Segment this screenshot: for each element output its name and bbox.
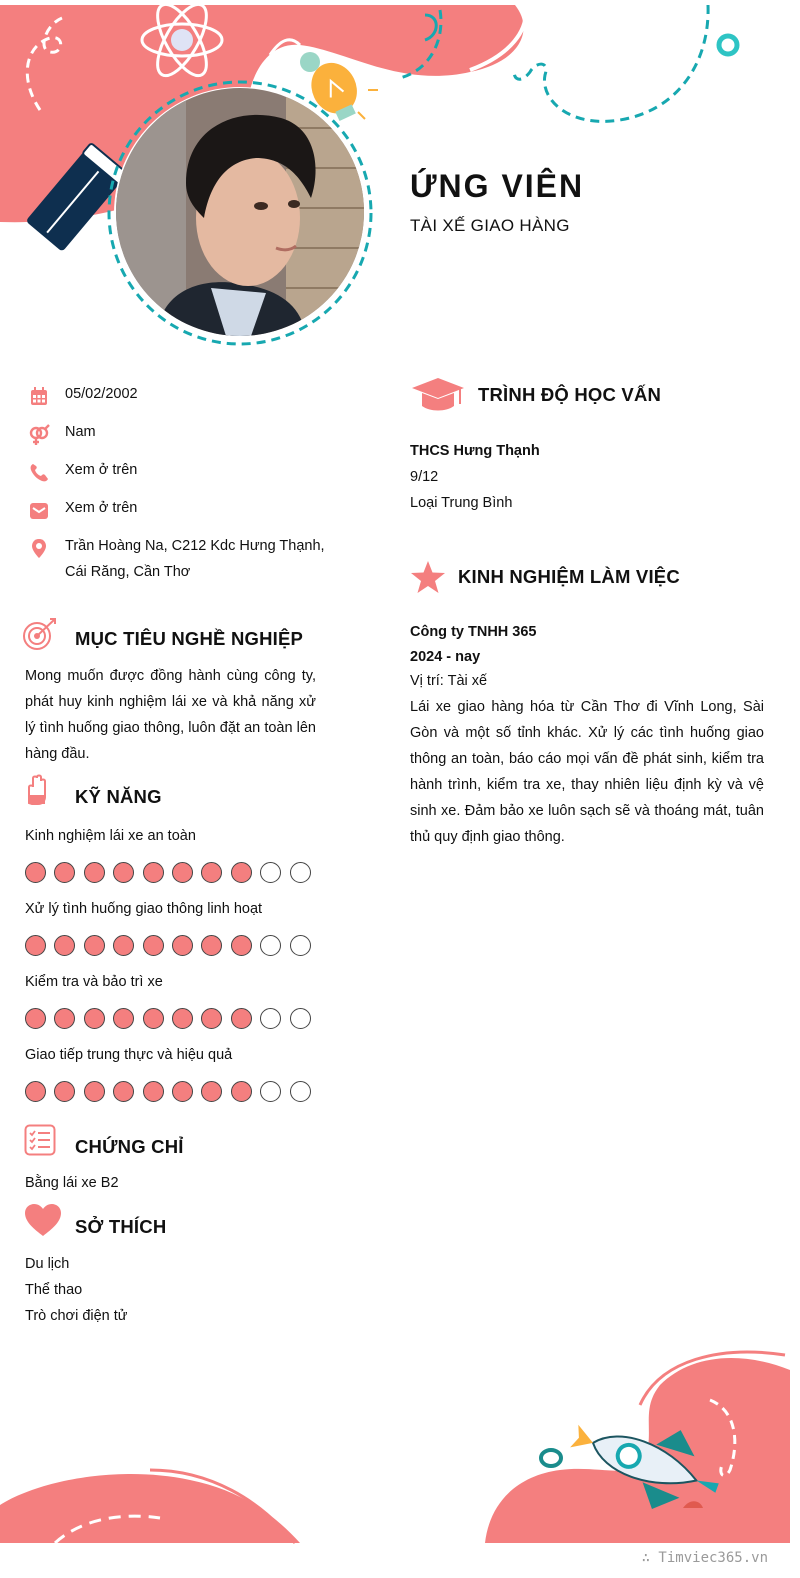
skill-dot-filled	[25, 1008, 46, 1029]
hand-icon	[24, 773, 48, 807]
skill-dot-empty	[290, 935, 311, 956]
footer-decoration	[0, 1330, 800, 1578]
skills-title: KỸ NĂNG	[75, 786, 162, 807]
skill-dot-empty	[290, 862, 311, 883]
skill-dot-filled	[25, 1081, 46, 1102]
gender-icon	[28, 424, 50, 446]
skill-dot-filled	[113, 1008, 134, 1029]
education-details	[410, 438, 540, 516]
certificate-item: Bằng lái xe B2	[25, 1175, 119, 1191]
contact-gender	[25, 419, 325, 445]
target-icon	[22, 616, 58, 652]
avatar-photo	[116, 88, 364, 336]
skill-dot-filled	[201, 1008, 222, 1029]
company-name: Công ty TNHH 365	[410, 624, 537, 640]
skill-dot-empty	[260, 1081, 281, 1102]
certificates-list	[25, 1170, 119, 1196]
candidate-name: ỨNG VIÊN	[410, 168, 585, 204]
skill-dot-filled	[84, 1081, 105, 1102]
skill-dot-filled	[172, 935, 193, 956]
skill-dot-filled	[54, 1008, 75, 1029]
avatar	[116, 88, 364, 336]
skill-dot-filled	[143, 1081, 164, 1102]
skill-dot-filled	[54, 862, 75, 883]
education-title: TRÌNH ĐỘ HỌC VẤN	[478, 384, 662, 405]
skill-dot-filled	[172, 1008, 193, 1029]
work-period: 2024 - nay	[410, 648, 481, 665]
experience-header	[410, 620, 537, 694]
skill-dot-filled	[231, 935, 252, 956]
experience-description: Lái xe giao hàng hóa từ Cần Thơ đi Vĩnh Long, Sài Gòn và một số tỉnh khác. Xử lý các tình huống giao thông an toàn, báo cáo mọi vấn đề phát sinh, kiểm tra hành trình, kiểm tra xe, thay nhiên liệu định kỳ và vệ sinh xe. Đảm bảo xe luôn sạch sẽ và thoáng mát, tuân thủ quy định giao thông.	[410, 699, 764, 845]
skill-dot-filled	[231, 862, 252, 883]
location-pin-icon	[28, 538, 50, 560]
certificates-title: CHỨNG CHỈ	[75, 1136, 184, 1157]
contact-phone	[25, 457, 325, 483]
skill-dot-filled	[113, 935, 134, 956]
education-grade: 9/12	[410, 469, 439, 485]
work-position: Vị trí: Tài xế	[410, 673, 488, 689]
contact-email	[25, 495, 325, 521]
phone-value: Xem ở trên	[65, 462, 138, 478]
graduation-cap-icon	[410, 376, 466, 412]
skill-dot-filled	[143, 862, 164, 883]
skill-dot-filled	[172, 862, 193, 883]
address-value: Trần Hoàng Na, C212 Kdc Hưng Thạnh, Cái Răng, Cần Thơ	[65, 538, 325, 580]
objective-title: MỤC TIÊU NGHỀ NGHIỆP	[75, 628, 304, 649]
school-name: THCS Hưng Thạnh	[410, 443, 540, 459]
hobby-item: Trò chơi điện tử	[25, 1308, 128, 1324]
hobby-item: Du lịch	[25, 1256, 70, 1272]
hobbies-list	[25, 1251, 128, 1329]
skill-dot-filled	[84, 935, 105, 956]
email-icon	[28, 500, 50, 522]
skill-dot-filled	[113, 1081, 134, 1102]
skill-name: Xử lý tình huống giao thông linh hoạt	[25, 901, 263, 917]
skill-dot-filled	[25, 862, 46, 883]
skill-dot-filled	[143, 935, 164, 956]
skill-dot-filled	[84, 1008, 105, 1029]
candidate-job-title: TÀI XẾ GIAO HÀNG	[410, 216, 570, 235]
gender-value: Nam	[65, 424, 96, 440]
skill-dot-filled	[113, 862, 134, 883]
heart-icon	[24, 1203, 62, 1237]
skill-dot-filled	[84, 862, 105, 883]
skill-dot-filled	[231, 1081, 252, 1102]
contact-birthday	[25, 381, 325, 407]
skill-dot-empty	[290, 1081, 311, 1102]
skill-dot-filled	[201, 935, 222, 956]
skill-dot-filled	[25, 935, 46, 956]
education-rank: Loại Trung Bình	[410, 495, 513, 511]
star-icon	[410, 560, 446, 594]
skill-dot-filled	[54, 1081, 75, 1102]
checklist-icon	[24, 1124, 56, 1156]
hobbies-title: SỞ THÍCH	[75, 1216, 167, 1237]
skill-dot-filled	[201, 862, 222, 883]
skill-dot-empty	[260, 935, 281, 956]
calendar-icon	[28, 386, 50, 408]
skill-dot-empty	[260, 862, 281, 883]
contact-address	[25, 533, 325, 585]
skill-dot-filled	[143, 1008, 164, 1029]
phone-icon	[28, 462, 50, 484]
hobby-item: Thể thao	[25, 1282, 83, 1298]
skill-dot-empty	[260, 1008, 281, 1029]
skill-name: Kinh nghiệm lái xe an toàn	[25, 828, 196, 844]
objective-text: Mong muốn được đồng hành cùng công ty, phát huy kinh nghiệm lái xe và khả năng xử lý tình huống giao thông, luôn đặt an toàn lên hàng đầu.	[25, 668, 316, 762]
skill-dot-filled	[201, 1081, 222, 1102]
skill-dot-filled	[54, 935, 75, 956]
skill-dot-filled	[172, 1081, 193, 1102]
experience-title: KINH NGHIỆM LÀM VIỆC	[458, 566, 680, 587]
email-value: Xem ở trên	[65, 500, 138, 516]
skill-dot-filled	[231, 1008, 252, 1029]
watermark: ∴ Timviec365.vn	[641, 1550, 768, 1566]
skill-name: Giao tiếp trung thực và hiệu quả	[25, 1047, 233, 1063]
skill-dot-empty	[290, 1008, 311, 1029]
skill-name: Kiểm tra và bảo trì xe	[25, 974, 163, 990]
birthday-value: 05/02/2002	[65, 386, 138, 402]
